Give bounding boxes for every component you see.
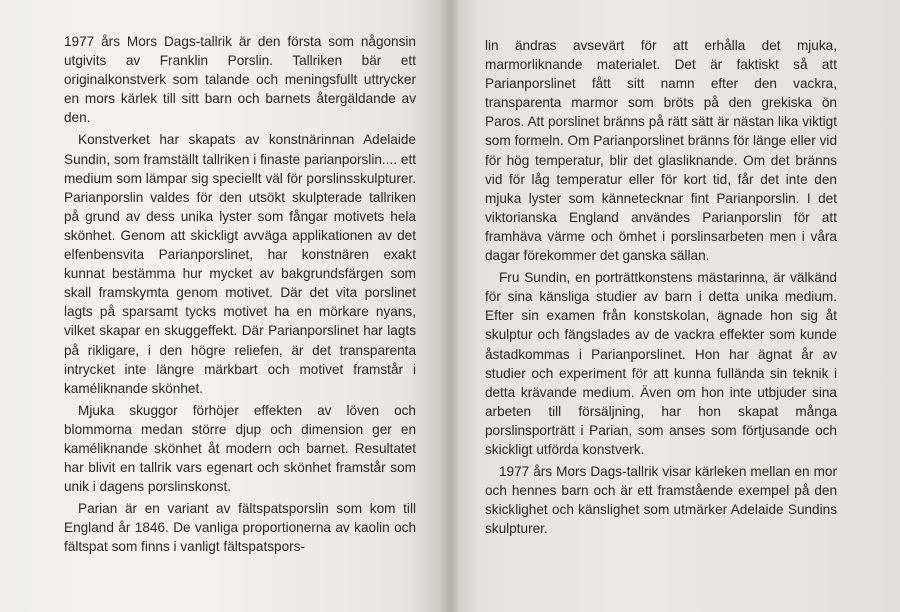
paragraph: Mjuka skuggor förhöjer effekten av löven och blommorna medan större djup och dimension ger en kaméliknande skönhet åt modern och barnet. Resultatet har blivit en tallrik vars egenart och skönhet framstår som unik i dagens porslinskonst. — [64, 402, 416, 495]
right-text-column — [485, 36, 837, 538]
page-gutter — [440, 0, 460, 612]
paragraph: lin ändras avsevärt för att erhålla det mjuka, marmorliknande materialet. Det är faktiskt så att Parianporslinet fått sitt namn efter den vackra, transparenta marmor som bröts på den grekiska ön Paros. Att porslinet bränns på rätt sätt är nästan lika viktigt som formeln. Om Parianporslinet bränns för länge eller vid för hög temperatur, blir det glasliknande. Om det bränns vid för låg temperatur eller för kort tid, får det inte den mjuka lyster som kännetecknar fint Parianporslin. I det viktorianska England användes Parianporslin för att framhäva värme och ömhet i porslinsarbeten men i våra dagar förekommer det ganska sällan. — [485, 38, 837, 264]
paragraph: Parian är en variant av fältspatsporslin som kom till England år 1846. De vanliga proportionerna av kaolin och fältspat som finns i vanligt fältspatspors- — [64, 501, 416, 555]
paragraph: 1977 års Mors Dags-tallrik visar kärleken mellan en mor och hennes barn och är ett framstående exempel på den skicklighet och känslighet som utmärker Adelaide Sundins skulpturer. — [485, 464, 837, 537]
paragraph: Fru Sundin, en porträttkonstens mästarinna, är välkänd för sina känsliga studier av barn i detta unika medium. Efter sin examen från konstskolan, ägnade hon sig åt skulptur och fängslades av de vackra effekter som kunde åstadkommas i Parianporslinet. Hon har ägnat år av studier och experiment för att kunna fulländа sin teknik i detta krävande medium. Även om hon inte utbjuder sina arbeten till försäljning, har hon skapat många porslinsporträtt i Parian, som anses som förtjusande och skickligt utförda konstverk. — [485, 270, 837, 457]
paragraph: 1977 års Mors Dags-tallrik är den första som någonsin utgivits av Franklin Porslin. Tallriken bär ett originalkonstverk som talande och meningsfullt uttrycker en mors kärlek till sitt barn och barnets återgäldande av den. — [64, 34, 416, 126]
paragraph: Konstverket har skapats av konstnärinnan Adelaide Sundin, som framställt tallriken i finaste parianporslin.... ett medium som lämpar sig speciellt väl för porslinsskulpturer. Parianporslin valdes för den utsökt skulpterade tallriken på grund av dess unika lyster som fångar motivets hela skönhet. Genom att skickligt avväga applikationen av det elfenbensvita Parianporslinet, har konstnären exakt kunnat bestämma hur mycket av bakgrundsfärgen som skall framskymta genom motivet. Där det vita porslinet lagts på sparsamt tycks motivet ha en mörkare nyans, vilket skapar en skuggeffekt. Där Parianporslinet har lagts på rikligare, i den högre reliefen, är det transparenta intrycket inte längre märkbart och motivet framstår i kaméliknande skönhet. — [64, 132, 416, 396]
left-text-column — [64, 32, 416, 557]
